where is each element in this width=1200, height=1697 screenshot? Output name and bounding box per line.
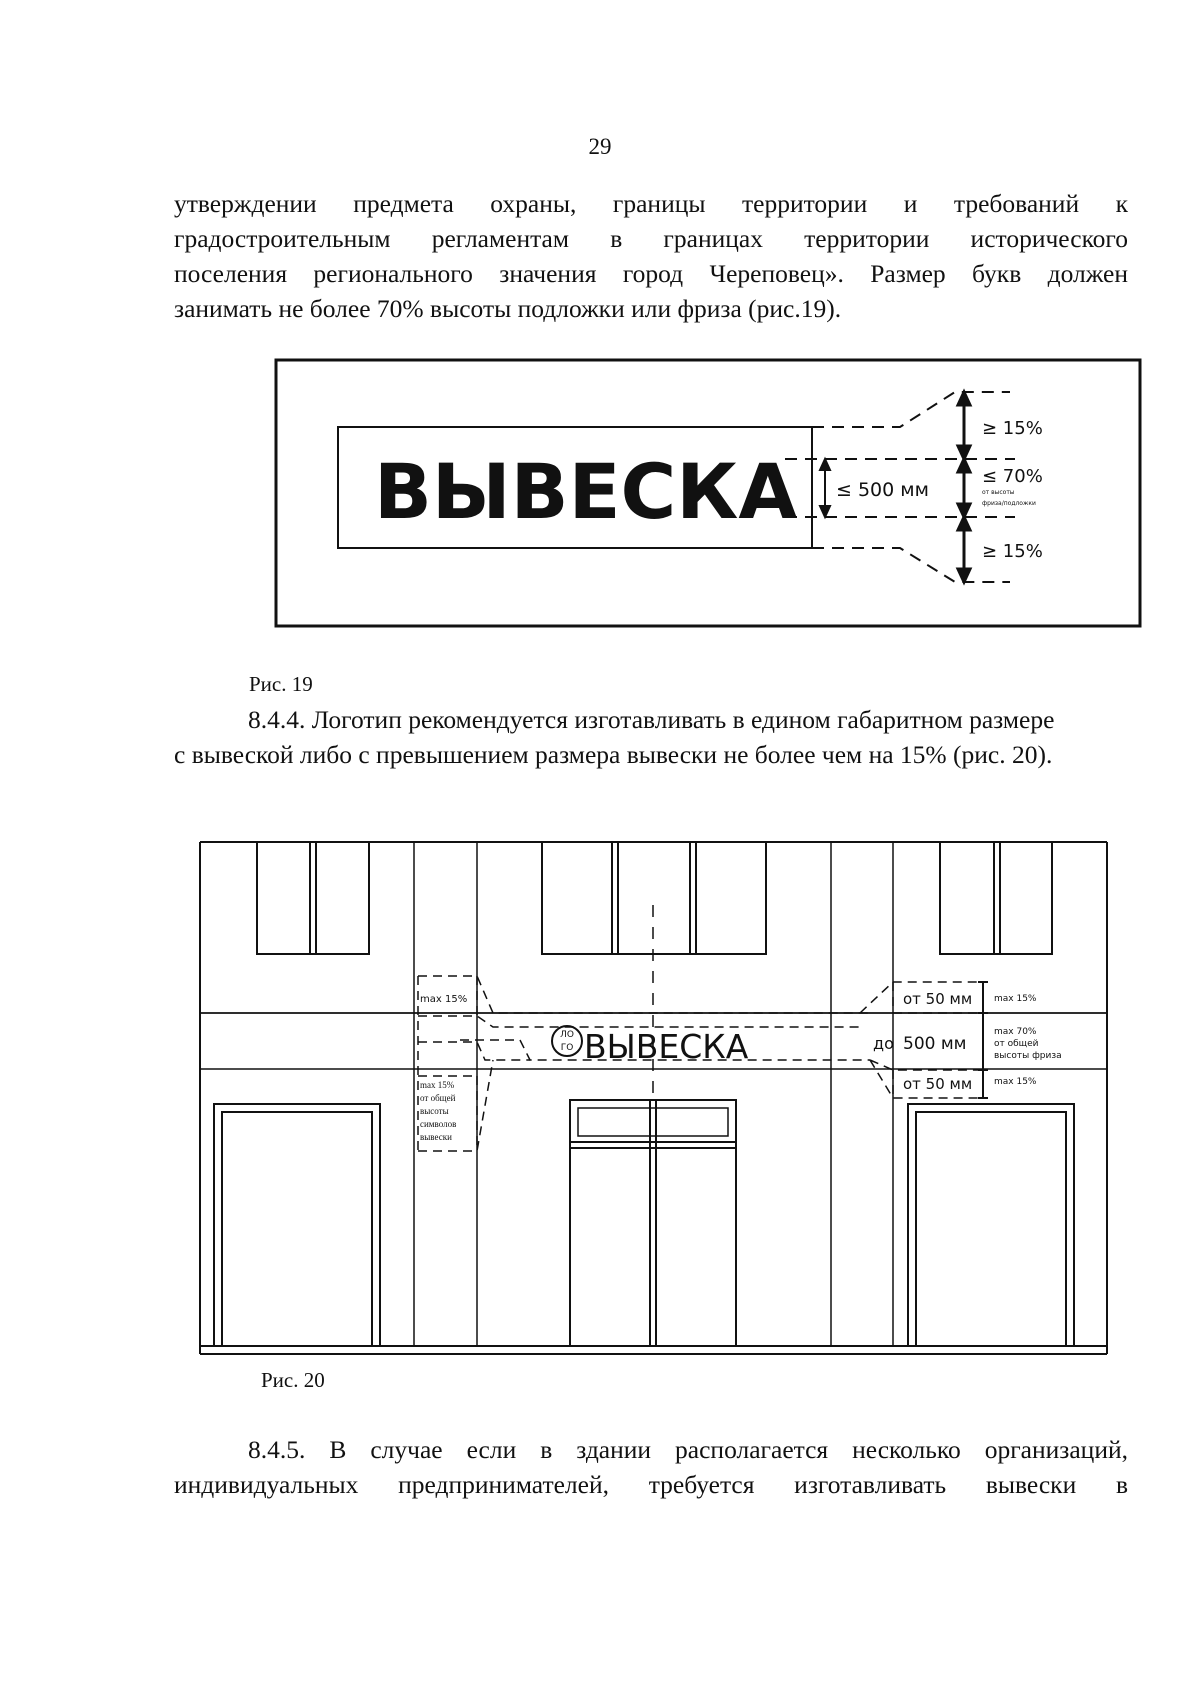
text-line: градостроительным регламентам в границах территории исторического [174, 224, 1128, 253]
text-line: с вывеской либо с превышением размера вывески не более чем на 15% (рис. 20). [174, 740, 1053, 769]
text-line: индивидуальных предпринимателей, требуется изготавливать вывески в [174, 1470, 1128, 1499]
right-mid-pct-3: высоты фриза [994, 1051, 1062, 1061]
right-mid-pct-2: от общей [994, 1039, 1039, 1049]
left-bottom-label-3: высоты [420, 1106, 449, 1116]
mid-sub-label-1: от высоты [982, 489, 1015, 496]
logo-bottom-text: ГО [560, 1043, 574, 1053]
sign-text: ВЫВЕСКА [374, 447, 798, 536]
top-percent-label: ≥ 15% [982, 418, 1043, 439]
right-top-dim: от 50 мм [903, 990, 973, 1008]
text-line: 8.4.5. В случае если в здании располагается несколько организаций, [248, 1435, 1128, 1464]
right-mid-prefix: до [873, 1034, 894, 1053]
facade-sign-text: ВЫВЕСКА [584, 1027, 749, 1066]
height-label: ≤ 500 мм [836, 479, 929, 501]
left-bottom-label-2: от общей [420, 1093, 456, 1103]
left-bottom-label-5: вывески [420, 1132, 452, 1142]
right-mid-pct-1: max 70% [994, 1027, 1037, 1037]
figure-19-caption: Рис. 19 [249, 672, 313, 696]
right-bottom-dim: от 50 мм [903, 1075, 973, 1093]
right-bottom-pct: max 15% [994, 1077, 1037, 1087]
logo-top-text: ЛО [560, 1030, 574, 1040]
text-line: поселения регионального значения город Череповец». Размер букв должен [174, 259, 1128, 288]
figure-20-caption: Рис. 20 [261, 1368, 325, 1392]
right-mid-dim: 500 мм [903, 1034, 967, 1054]
text-line: утверждении предмета охраны, границы территории и требований к [174, 189, 1128, 218]
left-bottom-label-4: символов [420, 1119, 457, 1129]
mid-sub-label-2: фриза/подложки [982, 500, 1036, 507]
right-top-pct: max 15% [994, 994, 1037, 1004]
text-line: 8.4.4. Логотип рекомендуется изготавливать в едином габаритном размере [248, 705, 1055, 734]
page-number: 29 [588, 134, 612, 159]
left-bottom-label-1: max 15% [420, 1080, 455, 1090]
bottom-percent-label: ≥ 15% [982, 541, 1043, 562]
text-line: занимать не более 70% высоты подложки или фриза (рис.19). [174, 294, 842, 323]
paragraph-3 [174, 1432, 1128, 1502]
left-top-label: max 15% [420, 994, 468, 1005]
mid-percent-label: ≤ 70% [982, 466, 1043, 487]
